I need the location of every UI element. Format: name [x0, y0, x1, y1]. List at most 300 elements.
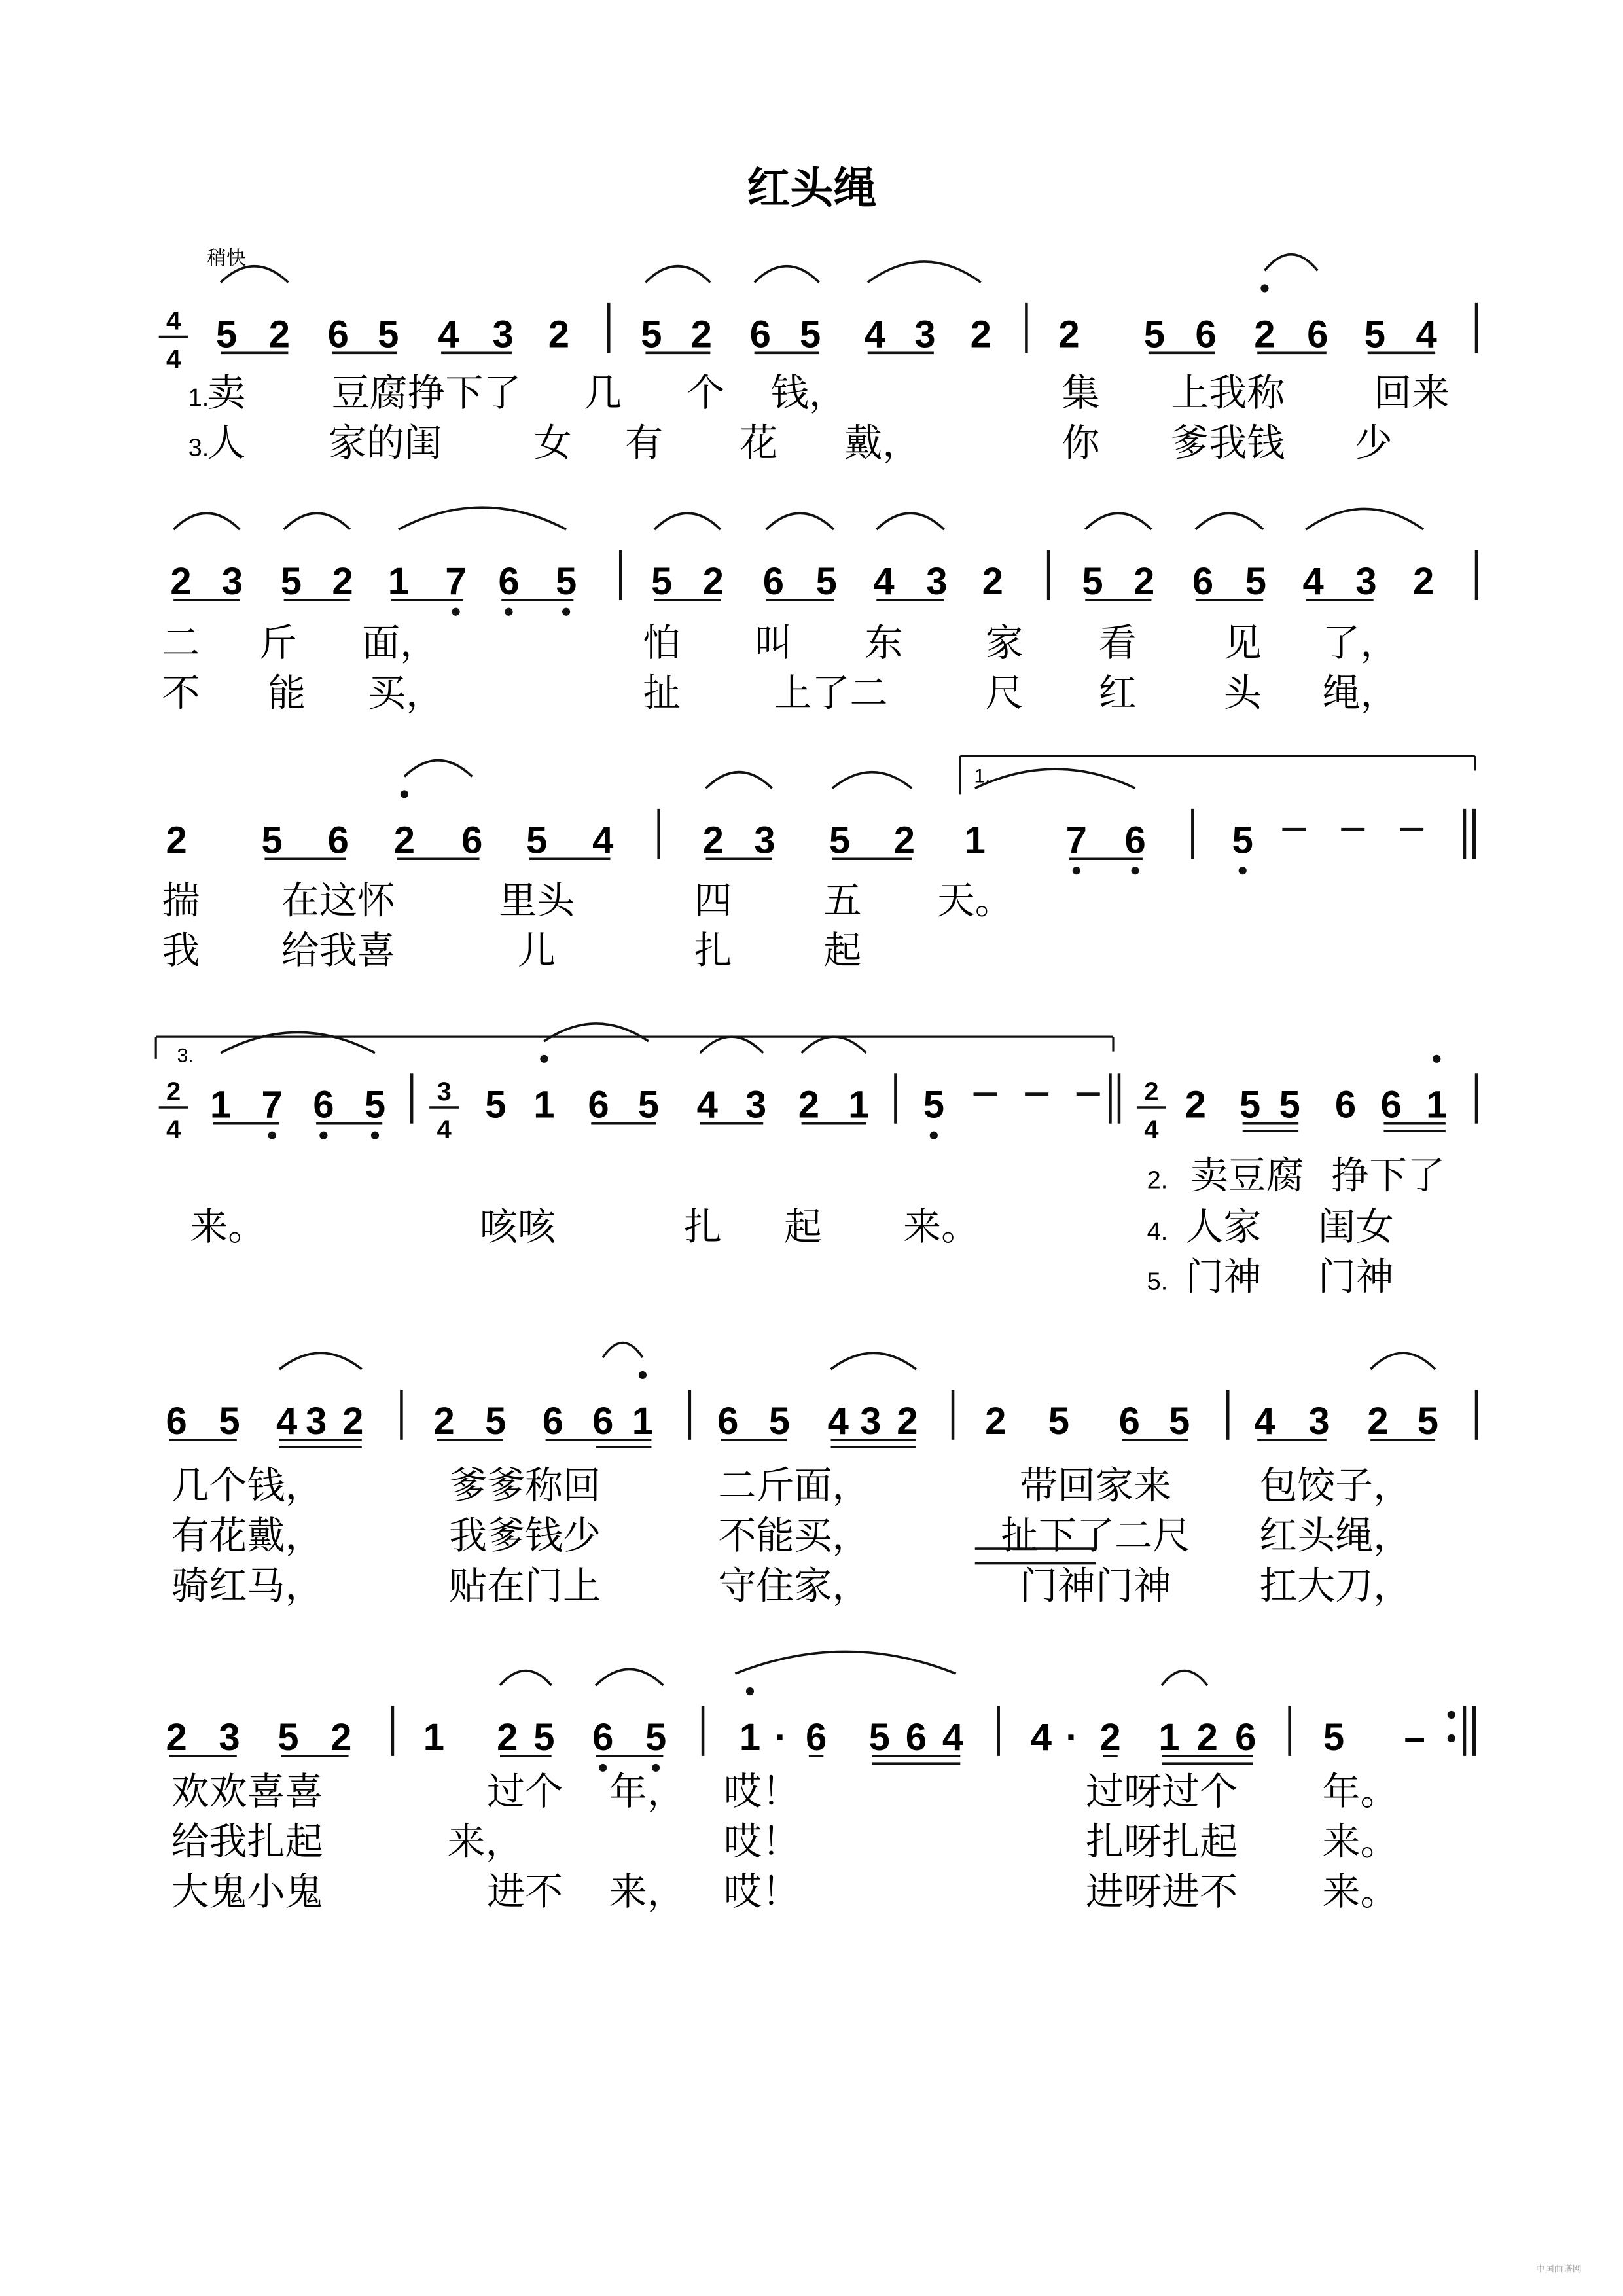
note: 5 — [1239, 1083, 1261, 1126]
lyric: 扯下了二尺 — [1001, 1513, 1191, 1558]
lyric: 四 — [694, 878, 732, 923]
lyric: 扛大刀， — [1259, 1563, 1412, 1608]
note: 5 — [1082, 560, 1103, 603]
high-octave-dot — [746, 1687, 754, 1695]
slur — [975, 769, 1135, 788]
slur — [1306, 509, 1423, 529]
lyric: 来。 — [1322, 1869, 1399, 1914]
lyric: 怕 — [643, 620, 681, 666]
lyric: 家 — [985, 620, 1024, 666]
song-title: 红头绳 — [747, 163, 877, 214]
high-octave-dot — [639, 1371, 647, 1379]
note: 5 — [533, 1715, 555, 1759]
lyric: 来。 — [903, 1204, 980, 1249]
undefined — [997, 1706, 999, 1756]
time-signature-denominator: 4 — [166, 1115, 181, 1145]
note: 2 — [170, 560, 192, 603]
note: 1 — [387, 560, 410, 603]
low-octave-dot — [371, 1132, 379, 1139]
undefined — [400, 1390, 402, 1439]
lyric: 人家 — [1185, 1204, 1262, 1249]
note: 2 — [166, 819, 187, 862]
lyric: 扎呀扎起 — [1086, 1819, 1238, 1864]
undefined — [391, 1706, 394, 1756]
lyric: 有花戴， — [171, 1513, 323, 1558]
time-signature-numerator: 4 — [166, 306, 181, 336]
undefined — [619, 550, 622, 600]
note: 2 — [982, 560, 1003, 603]
low-octave-dot — [452, 608, 460, 616]
undefined — [1475, 303, 1478, 353]
note: 7 — [261, 1083, 283, 1126]
note: 6 — [498, 560, 520, 603]
lyric: 我爹钱少 — [449, 1513, 601, 1558]
note: 2 — [690, 313, 712, 356]
lyric: 上了二 — [774, 670, 888, 715]
note: 5 — [485, 1083, 507, 1126]
lyric: 面， — [362, 620, 438, 666]
lyric: 天。 — [936, 878, 1013, 923]
note: 6 — [1235, 1715, 1257, 1759]
note: 4 — [1416, 313, 1437, 356]
slur — [876, 513, 944, 529]
lyric: 不 — [162, 670, 200, 715]
time-signature-numerator: 3 — [437, 1077, 452, 1106]
note: 5 — [1323, 1715, 1345, 1759]
lyric: 贴在门上 — [449, 1563, 601, 1608]
note: 5 — [799, 313, 821, 356]
slur — [654, 513, 721, 529]
slur — [1370, 1353, 1435, 1369]
lyric: 回来 — [1374, 370, 1450, 416]
note: 2 — [548, 313, 569, 356]
slur — [500, 1671, 552, 1685]
note: 4 — [276, 1399, 298, 1443]
note: – — [1404, 1715, 1425, 1759]
note: 2 — [330, 1715, 352, 1759]
undefined — [1463, 1706, 1466, 1756]
lyric: 红 — [1098, 670, 1137, 715]
lyric: 五 — [823, 878, 862, 923]
low-octave-dot — [1073, 867, 1080, 874]
slur — [645, 266, 710, 283]
repeat-dot — [1448, 1711, 1455, 1719]
lyric: 花 — [740, 420, 778, 465]
slur — [868, 262, 981, 282]
note: 3 — [305, 1399, 327, 1443]
note: 3 — [492, 313, 514, 356]
note: 2 — [1367, 1399, 1389, 1443]
slur — [802, 1037, 866, 1053]
lyric: 尺 — [985, 670, 1024, 715]
undefined — [607, 303, 610, 353]
low-octave-dot — [599, 1764, 607, 1772]
note: 6 — [588, 1083, 609, 1126]
note: 2 — [268, 313, 291, 356]
slur — [603, 1343, 643, 1357]
slur — [755, 266, 819, 283]
lyric: 门神门神 — [1020, 1563, 1172, 1608]
undefined — [688, 1390, 691, 1439]
note: 2 — [342, 1399, 364, 1443]
lyric: 了， — [1322, 620, 1399, 666]
note: 1 — [533, 1083, 555, 1126]
slur — [1162, 1671, 1207, 1685]
note: 2 — [393, 819, 416, 862]
low-octave-dot — [319, 1132, 327, 1139]
undefined — [1118, 1073, 1120, 1123]
note: 4 — [942, 1715, 964, 1759]
slur — [831, 1353, 916, 1369]
lyric: 见 — [1223, 620, 1262, 666]
note: 5 — [485, 1399, 507, 1443]
slur — [221, 1032, 375, 1052]
undefined — [894, 1073, 897, 1123]
lyric: 你 — [1061, 420, 1100, 465]
note: 3 — [926, 560, 948, 603]
note: 3 — [914, 313, 936, 356]
lyric: 叫 — [754, 620, 793, 666]
note: 1 — [848, 1083, 870, 1126]
note: 2 — [897, 1399, 918, 1443]
note: 2 — [702, 819, 724, 862]
high-octave-dot — [401, 790, 408, 798]
lyric: 扯 — [643, 670, 681, 715]
lyric: 门神 — [1317, 1254, 1394, 1299]
slur — [279, 1353, 362, 1369]
lyric: 哎！ — [723, 1819, 800, 1864]
note: 2 — [1185, 1083, 1206, 1126]
note: · — [774, 1715, 787, 1759]
low-octave-dot — [268, 1132, 276, 1139]
undefined — [410, 1073, 413, 1123]
slur — [736, 1651, 956, 1674]
lyric: 来， — [609, 1869, 685, 1914]
tempo-marking: 稍快 — [207, 247, 247, 270]
slur — [1085, 513, 1151, 529]
lyric: 我 — [162, 927, 200, 973]
note: 1 — [739, 1715, 761, 1759]
note: 3 — [1355, 560, 1377, 603]
lyric: 挣下了 — [1331, 1153, 1446, 1198]
slur — [706, 772, 772, 789]
note: 2 — [1196, 1715, 1218, 1759]
note: 2 — [985, 1399, 1007, 1443]
note: 2 — [1058, 313, 1080, 356]
lyric: 集 — [1061, 370, 1100, 416]
lyric: 儿 — [518, 927, 556, 973]
lyric: 里头 — [499, 878, 575, 923]
lyric: 给我扎起 — [171, 1819, 323, 1864]
note: 3 — [221, 560, 243, 603]
note: 5 — [829, 819, 851, 862]
note: 2 — [702, 560, 724, 603]
undefined — [1191, 809, 1194, 859]
note: 6 — [1124, 819, 1146, 862]
note: 4 — [592, 819, 614, 862]
slur — [399, 507, 566, 529]
note: 5 — [923, 1083, 944, 1126]
lyric: 闺女 — [1317, 1204, 1394, 1249]
low-octave-dot — [562, 608, 570, 616]
lyric: 进不 — [487, 1869, 563, 1914]
lyric: 进呀进不 — [1086, 1869, 1238, 1914]
note: 5 — [815, 560, 837, 603]
note: 3 — [754, 819, 776, 862]
note: 1 — [632, 1399, 654, 1443]
lyric: 看 — [1098, 620, 1137, 666]
note: 6 — [313, 1083, 334, 1126]
slur — [544, 1024, 649, 1041]
note: 2 — [970, 313, 991, 356]
undefined — [1475, 550, 1478, 600]
lyric: 年， — [609, 1769, 685, 1814]
note: 5 — [1364, 313, 1386, 356]
note: 5 — [1048, 1399, 1069, 1443]
note: 5 — [555, 560, 577, 603]
note: 3 — [1308, 1399, 1330, 1443]
note: 5 — [645, 1715, 667, 1759]
lyric: 过个 — [487, 1769, 563, 1814]
note: 5 — [364, 1083, 386, 1126]
note: 2 — [1133, 560, 1155, 603]
verse-number: 2. — [1147, 1166, 1168, 1194]
lyric: 过呀过个 — [1086, 1769, 1238, 1814]
volta-number: 1. — [974, 765, 991, 787]
lyric: 给我喜 — [281, 927, 395, 973]
note: 6 — [327, 313, 349, 356]
verse-number: 5. — [1147, 1268, 1168, 1296]
slur — [404, 761, 472, 777]
time-signature-numerator: 2 — [1144, 1077, 1159, 1106]
slur — [1196, 513, 1263, 529]
lyric: 钱， — [770, 370, 847, 416]
note: 5 — [637, 1083, 660, 1126]
note: 5 — [378, 313, 399, 356]
note: 5 — [1245, 560, 1267, 603]
note: 4 — [1302, 560, 1324, 603]
lyric: 能 — [268, 670, 306, 715]
lyric: 扎 — [684, 1204, 722, 1249]
lyric: 来， — [447, 1819, 524, 1864]
note: 6 — [327, 819, 349, 862]
slur — [832, 772, 912, 789]
note: 5 — [1168, 1399, 1190, 1443]
lyric: 带回家来 — [1020, 1463, 1172, 1508]
note: 4 — [696, 1083, 718, 1126]
note: 2 — [332, 560, 353, 603]
lyric: 有 — [625, 420, 664, 465]
note: 2 — [1412, 560, 1435, 603]
lyric: 骑红马， — [171, 1563, 323, 1608]
high-octave-dot — [540, 1055, 548, 1063]
note: 5 — [868, 1715, 890, 1759]
slur — [700, 1037, 764, 1053]
undefined — [1226, 1390, 1229, 1439]
note: 6 — [542, 1399, 564, 1443]
note: 7 — [1065, 819, 1087, 862]
lyric: 买， — [368, 670, 444, 715]
lyric: 来。 — [1322, 1819, 1399, 1864]
lyric: 年。 — [1322, 1769, 1399, 1814]
note: 3 — [219, 1715, 240, 1759]
high-octave-dot — [1433, 1055, 1440, 1063]
lyric: 起 — [783, 1204, 822, 1249]
note: 2 — [798, 1083, 819, 1126]
verse-number: 3. — [188, 434, 209, 462]
note: 4 — [1030, 1715, 1052, 1759]
time-signature-denominator: 4 — [166, 344, 181, 374]
note: 1 — [1158, 1715, 1180, 1759]
time-signature-denominator: 4 — [1144, 1115, 1159, 1145]
note: 5 — [1417, 1399, 1438, 1443]
lyric: 在这怀 — [281, 878, 395, 923]
note: 6 — [905, 1715, 927, 1759]
lyric: 揣 — [162, 878, 200, 923]
note: 2 — [166, 1715, 187, 1759]
note: 2 — [497, 1715, 518, 1759]
lyric: 二斤面， — [718, 1463, 870, 1508]
lyric: 女 — [533, 420, 572, 465]
note: 1 — [1426, 1083, 1448, 1126]
low-octave-dot — [1132, 867, 1139, 874]
lyric: 爹我钱 — [1171, 420, 1285, 465]
undefined — [1463, 809, 1466, 859]
lyric: 人 — [207, 420, 246, 465]
undefined — [1109, 1073, 1111, 1123]
slur — [766, 513, 834, 529]
note: 6 — [1380, 1083, 1402, 1126]
note: 2 — [1099, 1715, 1121, 1759]
repeat-dot — [1448, 1734, 1455, 1742]
high-octave-dot — [1260, 284, 1268, 292]
lyric: 卖豆腐 — [1190, 1153, 1304, 1198]
lyric: 绳， — [1322, 670, 1399, 715]
undefined — [1047, 550, 1050, 600]
lyric: 大鬼小鬼 — [171, 1869, 323, 1914]
note: 6 — [166, 1399, 187, 1443]
note: 2 — [893, 819, 916, 862]
note: 4 — [864, 313, 886, 356]
note: 6 — [762, 560, 785, 603]
note: 4 — [438, 313, 459, 356]
note: 6 — [1307, 313, 1329, 356]
note: 5 — [1279, 1083, 1300, 1126]
note: 6 — [1334, 1083, 1357, 1126]
lyric: 几 — [584, 370, 622, 416]
lyric: 个 — [687, 370, 725, 416]
lyric: 斤 — [259, 620, 297, 666]
lyric: 爹爹称回 — [449, 1463, 601, 1508]
lyric: 东 — [865, 620, 903, 666]
note: 6 — [461, 819, 483, 862]
lyric: 卖 — [207, 370, 246, 416]
lyric: 家的闺 — [328, 420, 442, 465]
undefined — [1472, 809, 1476, 859]
undefined — [952, 1390, 954, 1439]
note: 2 — [1254, 313, 1275, 356]
lyric: 咳咳 — [479, 1204, 556, 1249]
lyric: 来。 — [190, 1204, 266, 1249]
undefined — [1475, 1390, 1478, 1439]
note: 5 — [215, 313, 238, 356]
watermark-text: 中国曲谱网 — [1535, 2264, 1582, 2275]
lyric: 守住家， — [718, 1563, 870, 1608]
note: 3 — [745, 1083, 767, 1126]
note: 1 — [209, 1083, 232, 1126]
slur — [284, 513, 350, 529]
slur — [173, 513, 240, 529]
note: 6 — [717, 1399, 739, 1443]
note: 1 — [423, 1715, 444, 1759]
note: 6 — [805, 1715, 827, 1759]
lyric: 上我称 — [1171, 370, 1285, 416]
lyric: 哎！ — [723, 1869, 800, 1914]
lyric: 红头绳， — [1259, 1513, 1412, 1558]
note: 4 — [1254, 1399, 1275, 1443]
lyric: 戴， — [844, 420, 921, 465]
low-octave-dot — [505, 608, 512, 616]
note: 5 — [1143, 313, 1166, 356]
note: 5 — [651, 560, 673, 603]
note: 3 — [860, 1399, 882, 1443]
lyric: 扎 — [694, 927, 732, 973]
time-signature-denominator: 4 — [437, 1115, 452, 1145]
lyric: 头 — [1223, 670, 1262, 715]
low-octave-dot — [930, 1132, 938, 1139]
note: 5 — [219, 1399, 240, 1443]
lyric: 几个钱， — [171, 1463, 323, 1508]
note: 6 — [592, 1715, 614, 1759]
note: 5 — [261, 819, 283, 862]
lyric: 豆腐挣下了 — [331, 370, 522, 416]
note: 5 — [768, 1399, 791, 1443]
note: 4 — [873, 560, 895, 603]
lyric: 哎！ — [723, 1769, 800, 1814]
note: 5 — [280, 560, 302, 603]
undefined — [1025, 303, 1027, 353]
note: 6 — [1195, 313, 1217, 356]
slur — [1264, 255, 1317, 271]
undefined — [657, 809, 660, 859]
lyric: 不能买， — [718, 1513, 870, 1558]
note: 5 — [641, 313, 662, 356]
volta-number: 3. — [177, 1045, 194, 1067]
note: 6 — [1118, 1399, 1140, 1443]
lyric: 门神 — [1185, 1254, 1262, 1299]
lyric: 包饺子， — [1259, 1463, 1412, 1508]
note: 5 — [277, 1715, 299, 1759]
note: 5 — [1232, 819, 1253, 862]
note: 2 — [433, 1399, 455, 1443]
undefined — [1475, 1073, 1478, 1123]
note: 7 — [445, 560, 467, 603]
slur — [596, 1669, 663, 1685]
note: 4 — [827, 1399, 849, 1443]
lyric: 二 — [162, 620, 200, 666]
undefined — [1472, 1706, 1476, 1756]
time-signature-numerator: 2 — [166, 1077, 181, 1106]
note: 6 — [592, 1399, 614, 1443]
low-octave-dot — [1239, 867, 1247, 874]
verse-number: 4. — [1147, 1218, 1168, 1246]
lyric: 欢欢喜喜 — [171, 1769, 323, 1814]
note: 6 — [749, 313, 771, 356]
lyric: 少 — [1354, 420, 1393, 465]
note: 1 — [964, 819, 986, 862]
note: 5 — [526, 819, 548, 862]
lyric: 起 — [823, 927, 862, 973]
